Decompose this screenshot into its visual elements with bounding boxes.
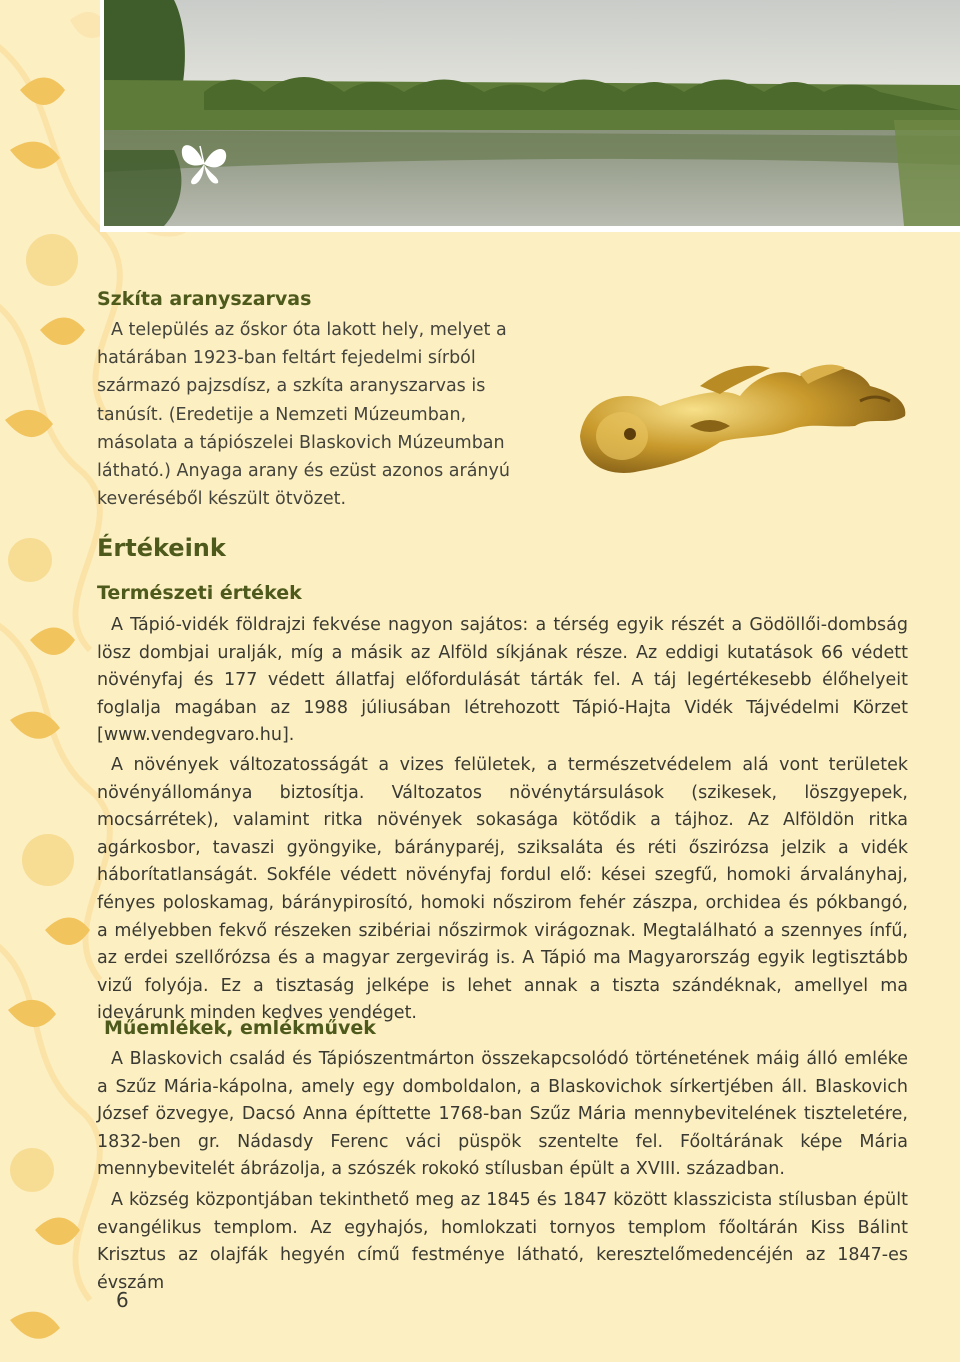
lake-landscape-photo (100, 0, 960, 232)
section-paragraph-szkita: A település az őskor óta lakott hely, melyet a határában 1923-ban feltárt fejedelmi sírból származó pajzsdísz, a szkíta aranyszarvas is tanúsít. (Eredetije a Nemzeti Múzeumban, másolata a tápiószelei Blaskovich Múzeumban látható.) Anyaga arany és ezüst azonos arányú keveréséből készült ötvözet. (97, 320, 510, 510)
main-heading-ertekeink: Értékeink (97, 534, 226, 562)
section-title-muemlekek: Műemlékek, emlékművek (104, 1017, 376, 1039)
page-number: 6 (116, 1288, 129, 1312)
section-paragraph-muemlekek-1: A Blaskovich család és Tápiószentmárton összekapcsolódó történetének máig álló emléke a Szűz Mária-kápolna, amely egy domboldalon, a Blaskovichok sírkertjében áll. Blaskovich József özvegye, Dacsó Anna építtette 1768-ban Szűz Mária mennybevitelének tiszteletére, 1832-ben gr. Nádasdy Ferenc váci püspök szentelte fel. Főoltárának képe Mária mennybevitelét ábrázolja, a szószék rokokó stílusban épült a XVIII. században. (97, 1049, 908, 1180)
section-title-szkita: Szkíta aranyszarvas (97, 288, 312, 310)
section-paragraph-termeszeti-2: A növények változatosságát a vizes felületek, a természetvédelem alá vont területek növényállománya biztosítja. Változatos növénytársulások (szikesek, löszgyepek, mocsárrétek), valamint ritka növények sokasága kötődik a tájhoz. Az Alföldön ritka agárkosbor, tavaszi gyöngyike, bárányparéj, sziksaláta és réti őszirózsa jelzik a vidék háborítatlanságát. Sokféle védett növényfaj fordul elő: kései szegfű, homoki árvalányhaj, fényes poloskamag, báránypirosító, homoki nőszirom fehér zászpa, orchidea és pókbangó, a mélyebben fekvő részeken szibériai nőszirmok virágoznak. Megtalálható a szennyes ínfű, az erdei szellőrózsa és a magyar zergevirág is. A Tápió ma Magyarország egyik legtisztább vizű folyója. Ez a tisztaság jelképe is lehet annak a tiszta szándéknak, amellyel ma idevárunk minden kedves vendéget. (97, 755, 908, 1024)
section-paragraph-termeszeti-1: A Tápió-vidék földrajzi fekvése nagyon sajátos: a térség egyik részét a Gödöllői-dombság lösz dombjai uralják, míg a másik az Alföld síkjának része. Az eddigi kutatások 66 védett növényfaj és 177 védett állatfaj előfordulását tárták fel. A táj legértékesebb élőhelyeit foglalja magában az 1988 júliusában létrehozott Tápió-Hajta Vidék Tájvédelmi Körzet [www.vendegvaro.hu]. (97, 615, 908, 746)
butterfly-icon (176, 134, 232, 186)
section-title-termeszeti: Természeti értékek (97, 582, 302, 604)
section-paragraph-muemlekek-2: A község központjában tekinthető meg az 1845 és 1847 között klasszicista stílusban épült evangélikus templom. Az egyhajós, homlokzati tornyos templom főoltárán Kiss Bálint Krisztus az olajfák hegyén című festménye látható, keresztelőmedencéjén az 1847-es évszám (97, 1190, 908, 1293)
scythian-gold-deer-image (570, 356, 915, 488)
